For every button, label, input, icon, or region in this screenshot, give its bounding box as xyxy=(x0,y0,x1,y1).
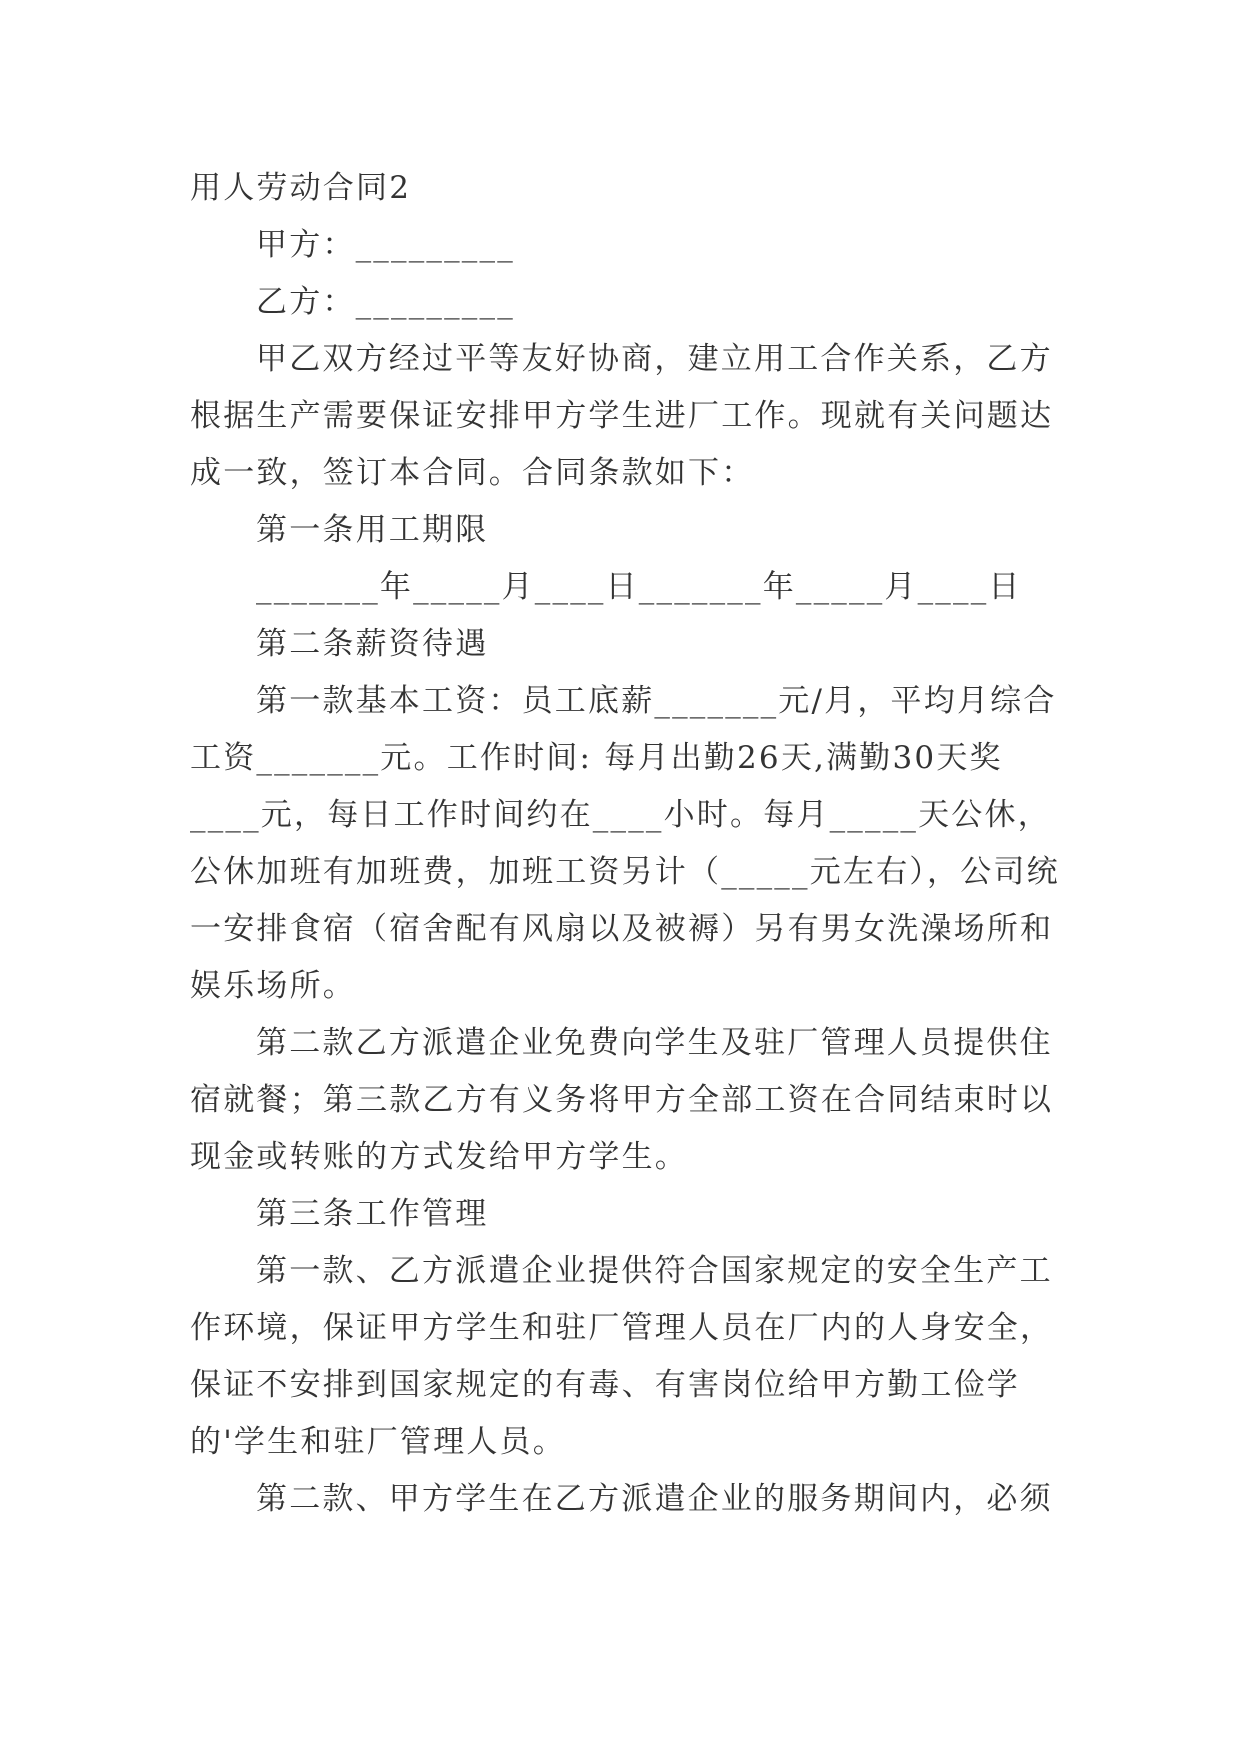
document-body xyxy=(190,160,1070,1528)
article-2-clause-2-3: 第二款乙方派遣企业免费向学生及驻厂管理人员提供住宿就餐；第三款乙方有义务将甲方全部工资在合同结束时以现金或转账的方式发给甲方学生。 xyxy=(190,1025,1054,1175)
article-2-title: 第二条薪资待遇 xyxy=(256,626,489,662)
article-1-title: 第一条用工期限 xyxy=(256,512,489,548)
article-3-clause-1: 第一款、乙方派遣企业提供符合国家规定的安全生产工作环境，保证甲方学生和驻厂管理人员在厂内的人身安全，保证不安排到国家规定的有毒、有害岗位给甲方勤工俭学的'学生和驻厂管理人员。 xyxy=(190,1253,1054,1460)
article-3-clause-2: 第二款、甲方学生在乙方派遣企业的服务期间内，必须 xyxy=(256,1481,1053,1517)
article-2-clause-1: 第一款基本工资：员工底薪_______元/月，平均月综合工资_______元。工作时间: 每月出勤26天,满勤30天奖____元，每日工作时间约在____小时。每月_____天公休，公休加班有加班费，加班工资另计（_____元左右），公司统一安排食宿（宿舍配有风扇以及被褥）另有男女洗澡场所和娱乐场所。 xyxy=(190,683,1060,1004)
article-3-title: 第三条工作管理 xyxy=(256,1196,489,1232)
intro-paragraph: 甲乙双方经过平等友好协商，建立用工合作关系，乙方根据生产需要保证安排甲方学生进厂工作。现就有关问题达成一致，签订本合同。合同条款如下： xyxy=(190,341,1054,491)
party-a-line: 甲方：_________ xyxy=(256,227,515,263)
article-1-dates: _______年_____月____日_______年_____月____日 xyxy=(256,569,1022,605)
party-b-line: 乙方：_________ xyxy=(256,284,515,320)
document-title: 用人劳动合同2 xyxy=(190,170,412,206)
